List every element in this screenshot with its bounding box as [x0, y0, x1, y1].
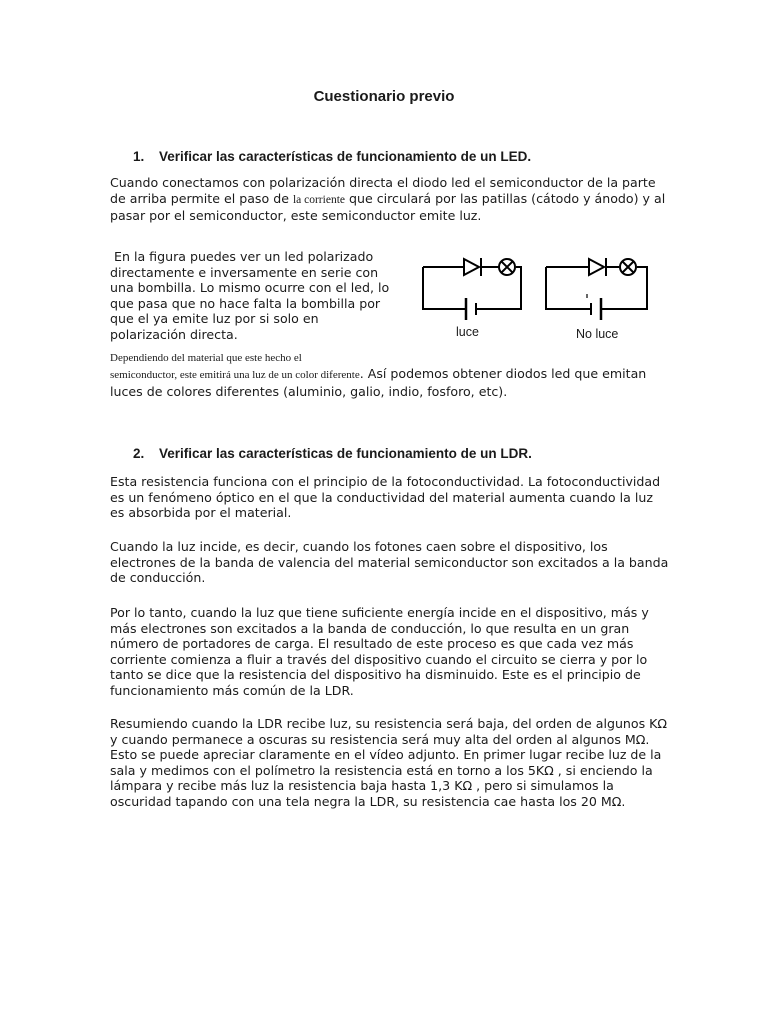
ldr-paragraph-1: Esta resistencia funciona con el principio de la fotoconductividad. La fotoconductividad es un fenómeno óptico en el que la conductividad del material aumenta cuando la luz es absorbida por el material.: [110, 474, 661, 520]
led-circuit-diagram: [415, 252, 655, 344]
section-1-number: 1.: [133, 149, 145, 164]
led-paragraph-3-serif: semiconductor, este emitirá una luz de un color diferente: [110, 369, 360, 381]
ldr-paragraph-4: Resumiendo cuando la LDR recibe luz, su resistencia será baja, del orden de algunos KΩ y cuando permanece a oscuras su resistencia será muy alta del orden al algunos MΩ. Esto se puede apreciar claramente en el vídeo adjunto. En primer lugar recibe luz de la sala y medimos con el polímetro la resistencia está en torno a los 5KΩ , si enciendo la lámpara y recibe más luz la resistencia baja hasta 1,3 KΩ , pero si simulamos la oscuridad tapando con una tela negra la LDR, su resistencia cae hasta los 20 MΩ.: [110, 716, 668, 809]
led-figure-text: En la figura puedes ver un led polarizado directamente e inversamente en serie con una bombilla. Lo mismo ocurre con el led, lo que pasa que no hace falta la bombilla por que el ya emite luz por si solo en polarización directa.: [110, 249, 390, 342]
section-2-heading-text: Verificar las características de funcionamiento de un LDR.: [159, 446, 532, 461]
ldr-paragraph-2: Cuando la luz incide, es decir, cuando los fotones caen sobre el dispositivo, los electrones de la banda de valencia del material semiconductor son excitados a la banda de conducción.: [110, 539, 669, 585]
led-paragraph-1: [110, 175, 670, 224]
section-1-heading-text: Verificar las características de funcionamiento de un LED.: [159, 149, 532, 164]
circuit-label-right: No luce: [576, 327, 619, 341]
section-1-heading: [133, 149, 531, 164]
circuit-right: [546, 258, 647, 320]
led-paragraph-1-part-b: que circulará por las patillas (cátodo y ánodo) y al pasar por el semiconductor, este semiconductor emite luz.: [110, 190, 666, 223]
led-paragraph-1-serif: la corriente: [292, 193, 345, 206]
led-paragraph-3: [110, 366, 670, 399]
led-paragraph-3-rest: . Así podemos obtener diodos led que emitan luces de colores diferentes (aluminio, galio, indio, fosforo, etc).: [110, 366, 647, 399]
section-2-heading: [133, 446, 532, 461]
led-paragraph-3-line-1: Dependiendo del material que este hecho el: [110, 352, 302, 364]
ldr-paragraph-3: Por lo tanto, cuando la luz que tiene suficiente energía incide en el dispositivo, más y más electrones son excitados a la banda de conducción, lo que resulta en un gran número de portadores de carga. El resultado de este proceso es que cada vez más corriente comienza a fluir a través del dispositivo cuando el circuito se cierra y por lo tanto se dice que la resistencia del dispositivo ha disminuido. Este es el principio de funcionamiento más común de la LDR.: [110, 605, 649, 698]
circuit-left: [423, 258, 521, 320]
page-title: Cuestionario previo: [313, 88, 455, 105]
led-paragraph-1-part-a: Cuando conectamos con polarización directa el diodo led el semiconductor de la parte de arriba permite el paso de: [110, 175, 656, 206]
circuit-label-left: luce: [456, 325, 479, 339]
section-2-number: 2.: [133, 446, 145, 461]
